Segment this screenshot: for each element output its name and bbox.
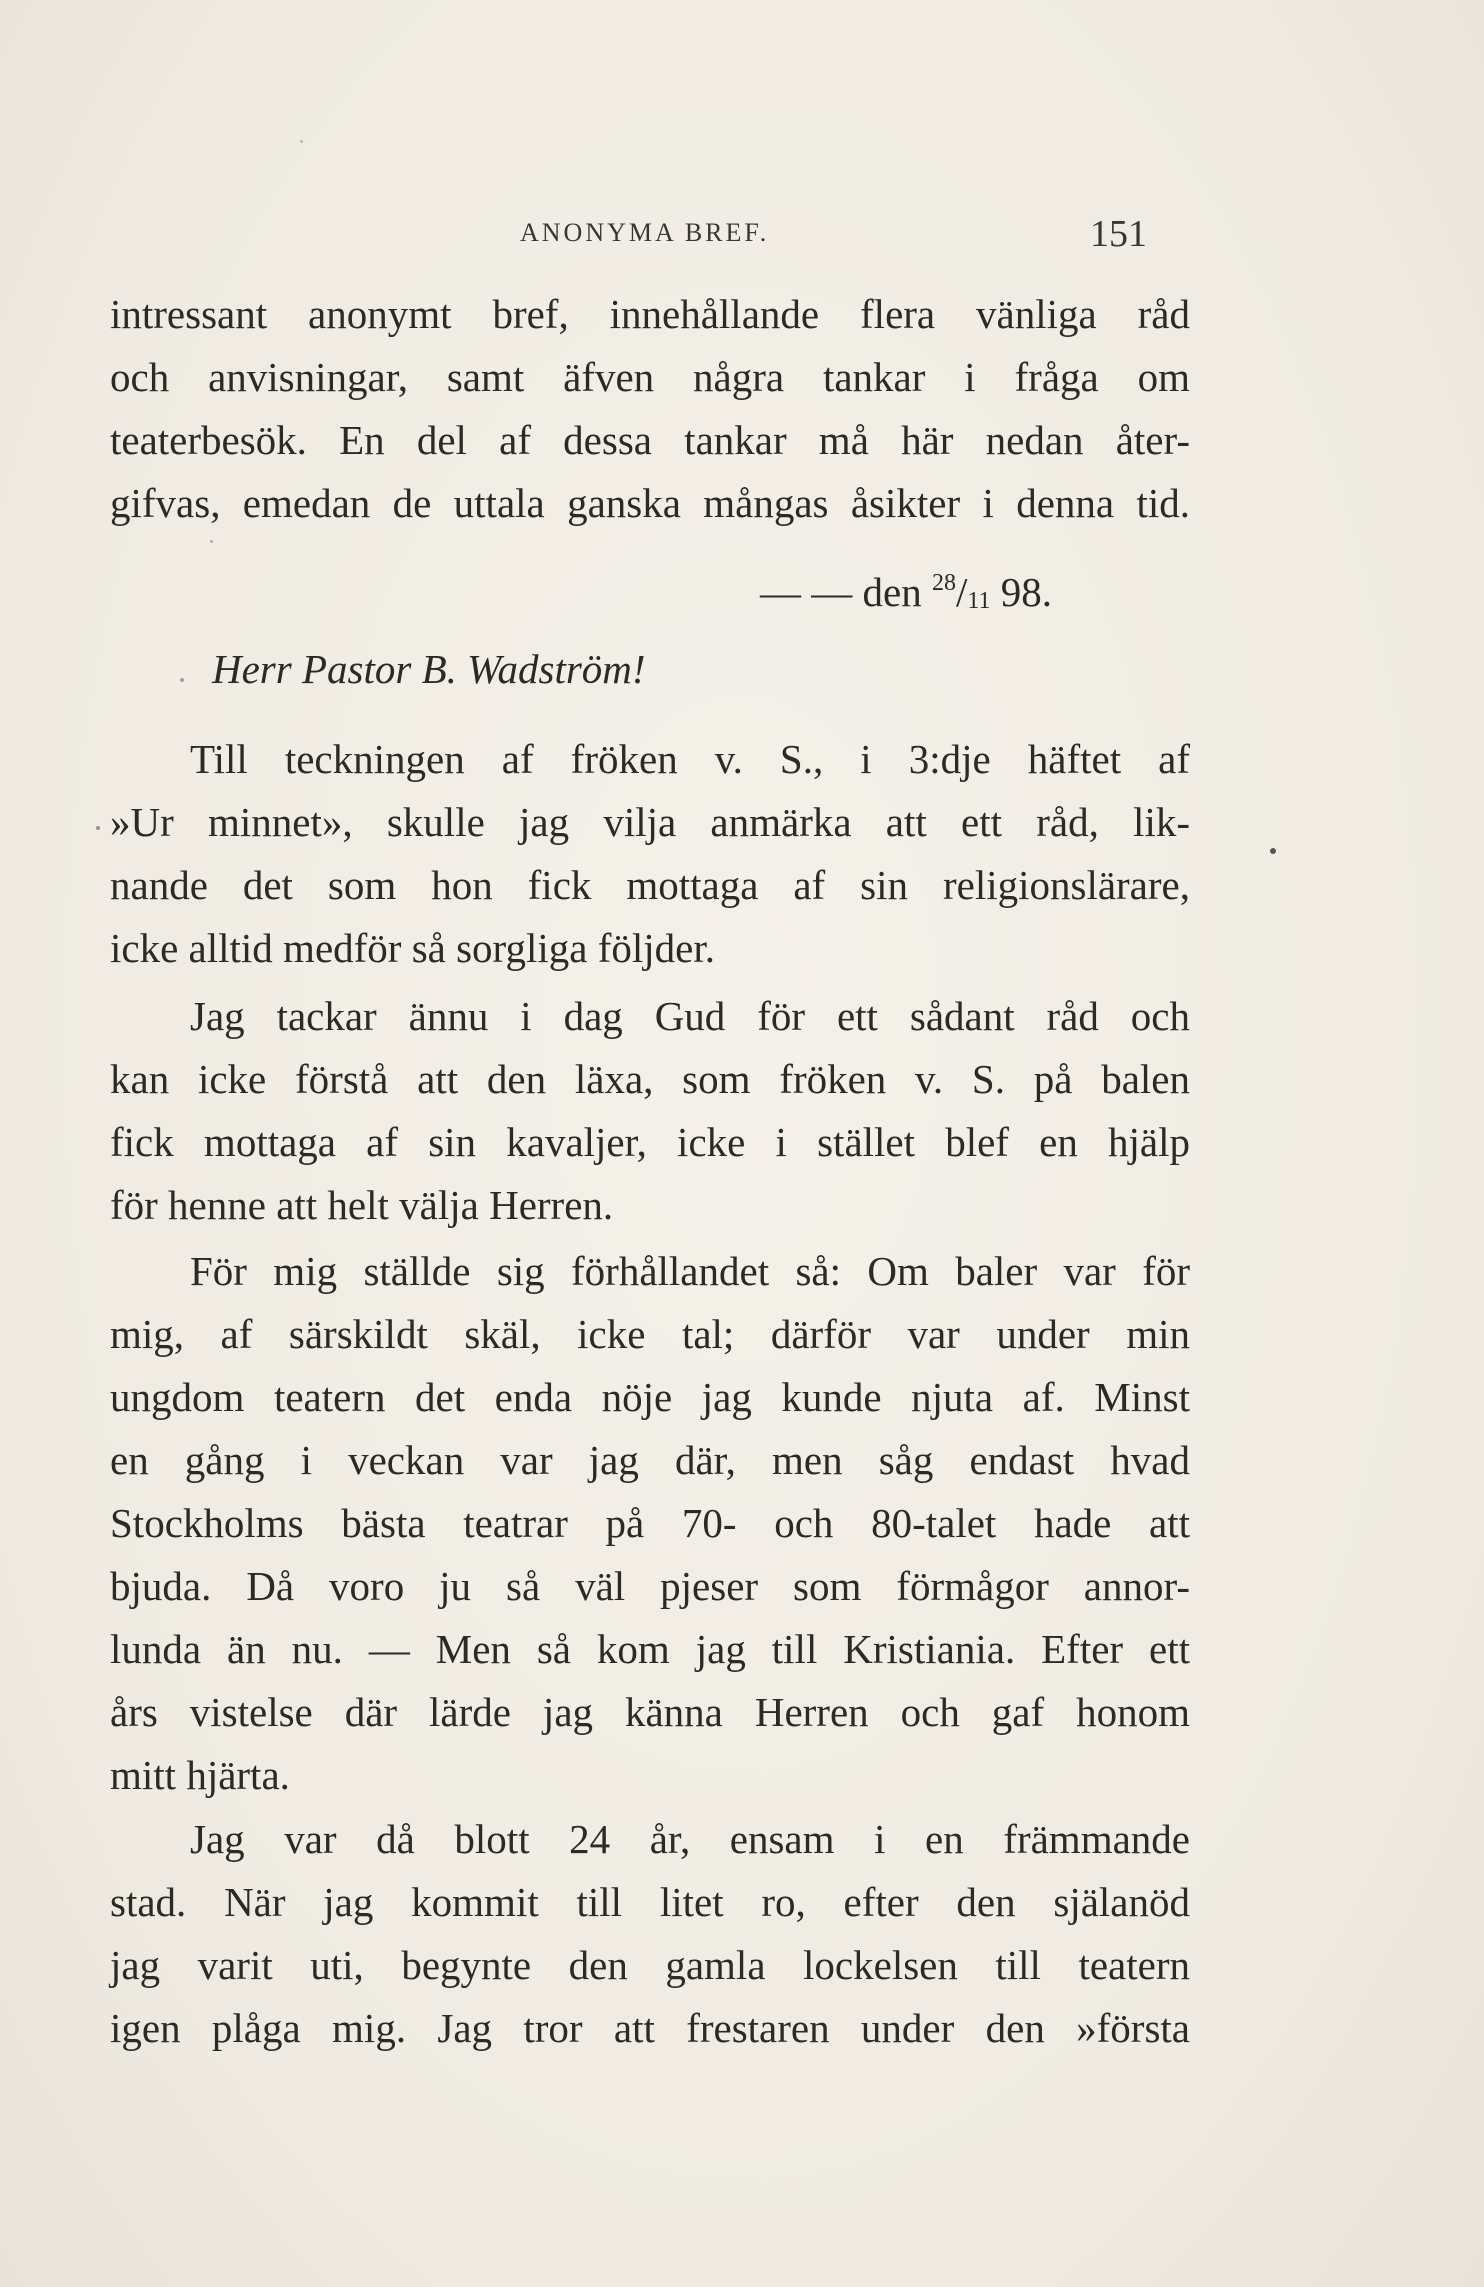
paper-speck xyxy=(1270,848,1276,854)
date-day: 28 xyxy=(931,570,956,596)
text-line: en gång i veckan var jag där, men såg endast hvad xyxy=(110,1437,1190,1483)
text-line: Stockholms bästa teatrar på 70- och 80-talet hade att xyxy=(110,1500,1190,1546)
paper-speck xyxy=(210,540,213,543)
text-line: intressant anonymt bref, innehållande flera vänliga råd xyxy=(110,291,1190,337)
text-line: icke alltid medför så sorgliga följder. xyxy=(110,925,715,971)
date-month: 11 xyxy=(967,588,991,614)
text-line: igen plåga mig. Jag tror att frestaren under den »första xyxy=(110,2005,1190,2051)
text-line: »Ur minnet», skulle jag vilja anmärka att ett råd, lik- xyxy=(110,799,1190,845)
letter-paragraph-1 xyxy=(110,728,1190,980)
letter-paragraph-2 xyxy=(110,985,1190,1237)
text-line: jag varit uti, begynte den gamla lockelsen till teatern xyxy=(110,1942,1190,1988)
text-line: Till teckningen af fröken v. S., i 3:dje häftet af xyxy=(190,736,1190,782)
text-line: gifvas, emedan de uttala ganska mångas åsikter i denna tid. xyxy=(110,480,1190,526)
letter-paragraph-4 xyxy=(110,1808,1190,2060)
text-line: stad. När jag kommit till litet ro, efter den själanöd xyxy=(110,1879,1190,1925)
text-line: nande det som hon fick mottaga af sin religionslärare, xyxy=(110,862,1190,908)
date-prefix: — — den xyxy=(760,569,932,615)
text-line: Jag tackar ännu i dag Gud för ett sådant råd och xyxy=(190,993,1190,1039)
paper-speck xyxy=(300,140,303,143)
text-line: teaterbesök. En del af dessa tankar må här nedan åter- xyxy=(110,417,1190,463)
text-line: ungdom teatern det enda nöje jag kunde njuta af. Minst xyxy=(110,1374,1190,1420)
page-number: 151 xyxy=(1090,213,1147,255)
text-line: mitt hjärta. xyxy=(110,1752,290,1798)
letter-date: — — den $^{28}/_{11}$ 98. xyxy=(760,569,1052,615)
text-line: lunda än nu. — Men så kom jag till Kristiania. Efter ett xyxy=(110,1626,1190,1672)
paper-speck xyxy=(180,678,184,682)
text-line: fick mottaga af sin kavaljer, icke i stället blef en hjälp xyxy=(110,1119,1190,1165)
text-line: och anvisningar, samt äfven några tankar i fråga om xyxy=(110,354,1190,400)
text-line: kan icke förstå att den läxa, som fröken v. S. på balen xyxy=(110,1056,1190,1102)
text-line: års vistelse där lärde jag känna Herren och gaf honom xyxy=(110,1689,1190,1735)
text-line: för henne att helt välja Herren. xyxy=(110,1182,614,1228)
text-line: Jag var då blott 24 år, ensam i en främmande xyxy=(190,1816,1190,1862)
intro-paragraph xyxy=(110,283,1190,535)
running-head: ANONYMA BREF. xyxy=(520,218,770,247)
text-line: För mig ställde sig förhållandet så: Om baler var för xyxy=(190,1248,1190,1294)
letter-paragraph-3 xyxy=(110,1240,1190,1807)
text-line: bjuda. Då voro ju så väl pjeser som förmågor annor- xyxy=(110,1563,1190,1609)
text-line: mig, af särskildt skäl, icke tal; därför var under min xyxy=(110,1311,1190,1357)
date-year: 98. xyxy=(990,569,1052,615)
paper-speck xyxy=(96,826,100,830)
letter-salutation: Herr Pastor B. Wadström! xyxy=(212,646,646,692)
